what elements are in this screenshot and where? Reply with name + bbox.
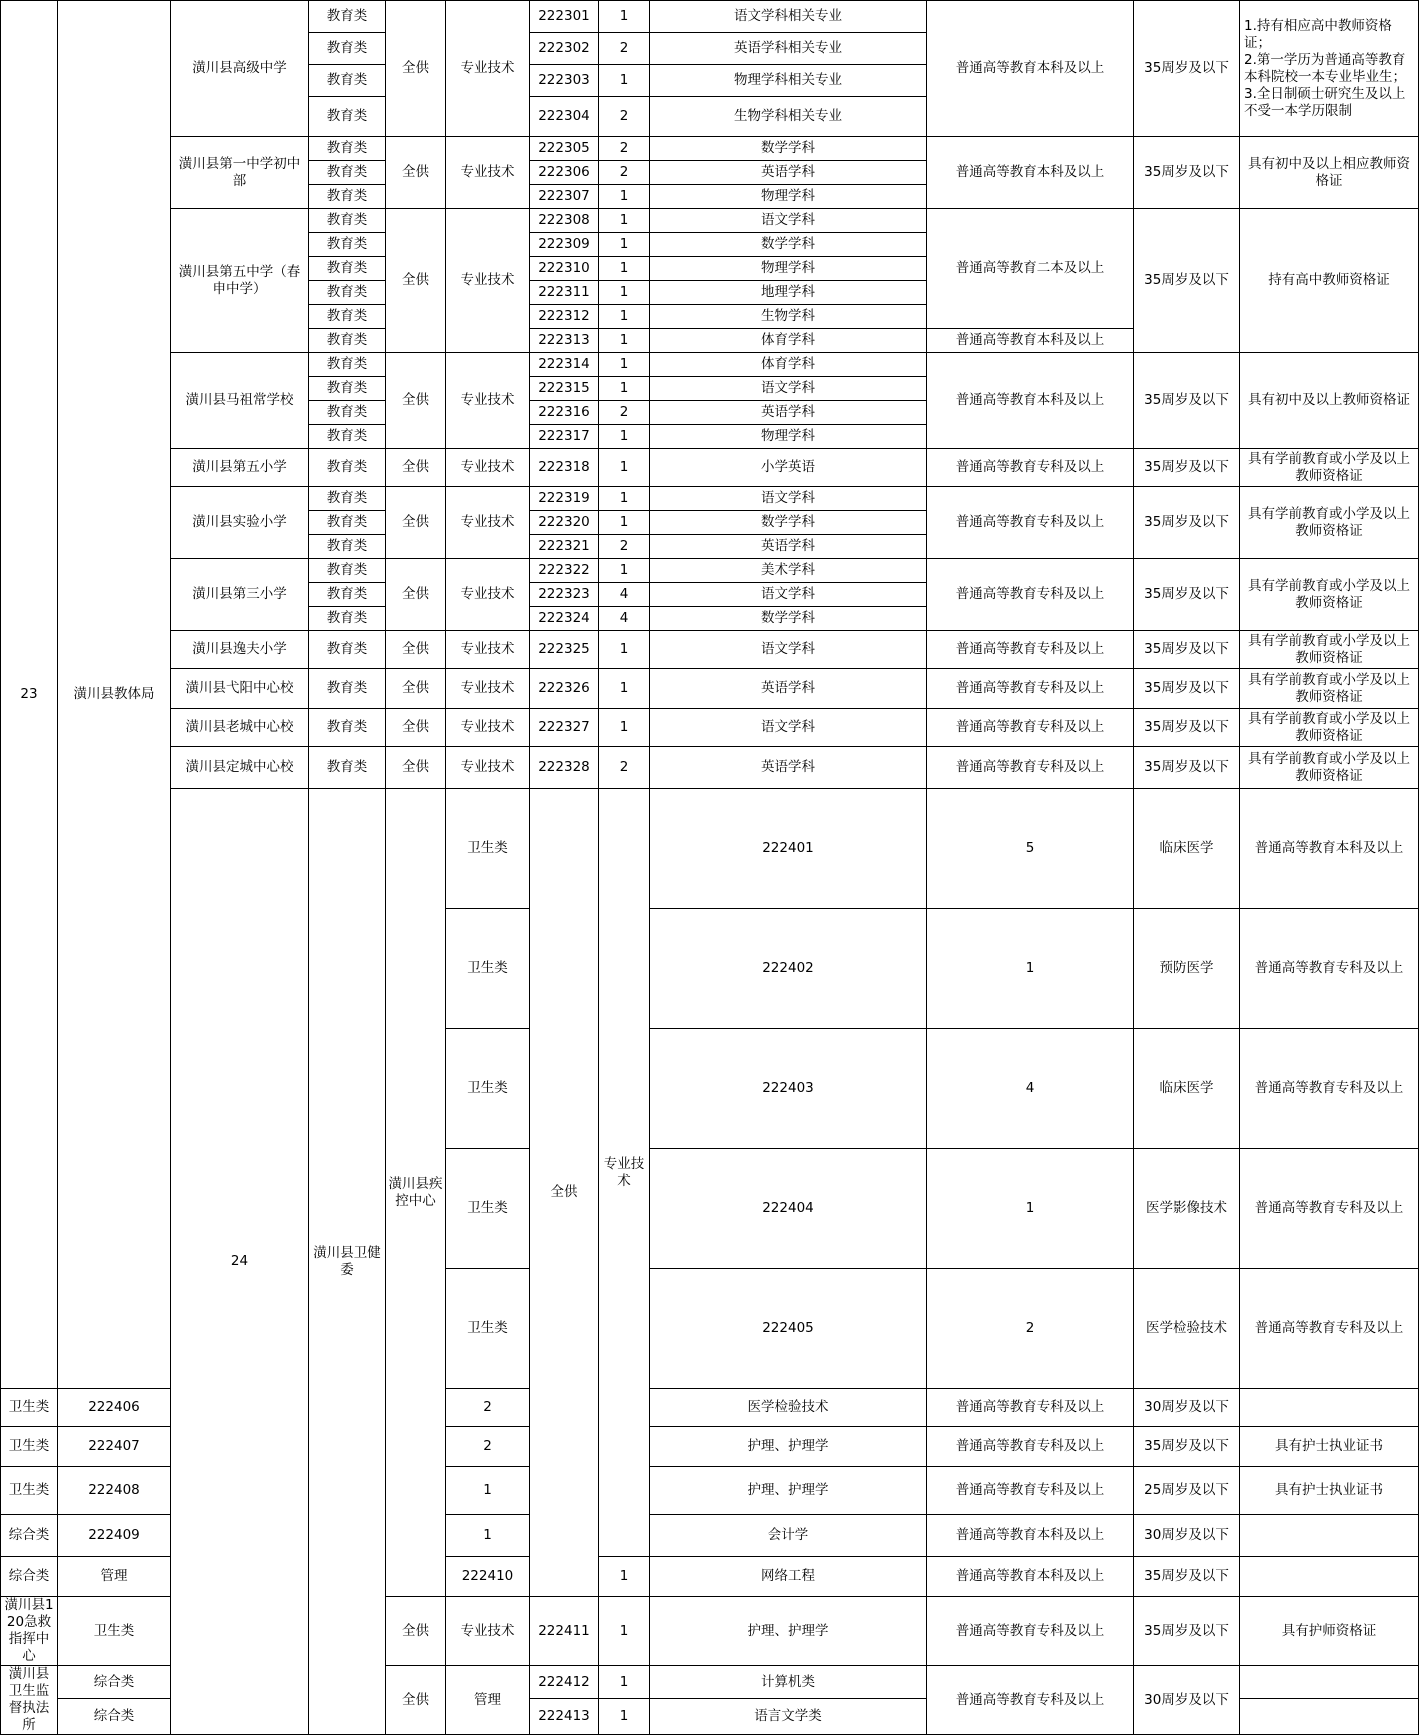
age-requirement: 35周岁及以下 — [1134, 631, 1240, 669]
job-type: 教育类 — [309, 257, 386, 281]
job-code: 222404 — [650, 1149, 927, 1269]
age-requirement: 35周岁及以下 — [1134, 1597, 1240, 1666]
education-requirement: 普通高等教育专科及以上 — [927, 1666, 1134, 1735]
major: 生物学科 — [650, 305, 927, 329]
job-code: 222301 — [530, 1, 599, 33]
job-type: 教育类 — [309, 97, 386, 137]
job-count: 4 — [599, 583, 650, 607]
other-requirement: 1.持有相应高中教师资格证； 2.第一学历为普通高等教育本科院校一本专业毕业生；3.全日制硕士研究生及以上不受一本学历限制 — [1240, 1, 1419, 137]
major: 临床医学 — [1134, 789, 1240, 909]
job-type: 卫生类 — [446, 909, 530, 1029]
other-requirement: 具有学前教育或小学及以上教师资格证 — [1240, 747, 1419, 789]
job-code: 222306 — [530, 161, 599, 185]
unit-name: 潢川县逸夫小学 — [171, 631, 309, 669]
other-requirement: 具有护师资格证 — [1240, 1597, 1419, 1666]
unit-name: 潢川县弋阳中心校 — [171, 669, 309, 709]
funding-type: 全供 — [386, 631, 446, 669]
age-requirement: 30周岁及以下 — [1134, 1666, 1240, 1735]
job-category: 管理 — [446, 1666, 530, 1735]
job-count: 4 — [927, 1029, 1134, 1149]
job-code: 222303 — [530, 65, 599, 97]
major: 临床医学 — [1134, 1029, 1240, 1149]
age-requirement: 35周岁及以下 — [1134, 1557, 1240, 1597]
unit-name: 潢川县第五小学 — [171, 449, 309, 487]
job-type: 教育类 — [309, 631, 386, 669]
major: 语文学科 — [650, 487, 927, 511]
job-code: 222408 — [58, 1467, 171, 1515]
job-type: 教育类 — [309, 511, 386, 535]
education-requirement: 普通高等教育专科及以上 — [927, 559, 1134, 631]
major: 生物学科相关专业 — [650, 97, 927, 137]
job-code: 222309 — [530, 233, 599, 257]
job-count: 2 — [927, 1269, 1134, 1389]
job-category: 专业技术 — [446, 1, 530, 137]
job-code: 222318 — [530, 449, 599, 487]
job-count: 2 — [599, 161, 650, 185]
job-code: 222323 — [530, 583, 599, 607]
job-category: 专业技术 — [599, 789, 650, 1557]
other-requirement: 具有学前教育或小学及以上教师资格证 — [1240, 669, 1419, 709]
job-type: 卫生类 — [58, 1597, 171, 1666]
unit-name: 潢川县120急救指挥中心 — [1, 1597, 58, 1666]
job-code: 222325 — [530, 631, 599, 669]
major: 英语学科 — [650, 401, 927, 425]
job-count: 1 — [927, 1149, 1134, 1269]
job-type: 教育类 — [309, 305, 386, 329]
education-requirement: 普通高等教育本科及以上 — [927, 1557, 1134, 1597]
job-type: 综合类 — [58, 1666, 171, 1699]
other-requirement: 具有学前教育或小学及以上教师资格证 — [1240, 449, 1419, 487]
job-count: 1 — [599, 1666, 650, 1699]
job-code: 222302 — [530, 33, 599, 65]
job-code: 222304 — [530, 97, 599, 137]
major: 物理学科 — [650, 185, 927, 209]
job-count: 1 — [599, 631, 650, 669]
major: 预防医学 — [1134, 909, 1240, 1029]
job-code: 222405 — [650, 1269, 927, 1389]
job-code: 222403 — [650, 1029, 927, 1149]
job-code: 222324 — [530, 607, 599, 631]
major: 数学学科 — [650, 137, 927, 161]
education-requirement: 普通高等教育专科及以上 — [1240, 909, 1419, 1029]
major: 体育学科 — [650, 353, 927, 377]
job-code: 222411 — [530, 1597, 599, 1666]
major: 英语学科 — [650, 669, 927, 709]
job-count: 1 — [599, 1597, 650, 1666]
job-count: 2 — [599, 137, 650, 161]
major: 语文学科 — [650, 583, 927, 607]
education-requirement: 普通高等教育专科及以上 — [1240, 1269, 1419, 1389]
education-requirement: 普通高等教育专科及以上 — [927, 747, 1134, 789]
job-code: 222307 — [530, 185, 599, 209]
unit-name: 潢川县第三小学 — [171, 559, 309, 631]
education-requirement: 普通高等教育专科及以上 — [1240, 1029, 1419, 1149]
education-requirement: 普通高等教育本科及以上 — [927, 137, 1134, 209]
job-type: 教育类 — [309, 401, 386, 425]
job-count: 5 — [927, 789, 1134, 909]
other-requirement: 具有学前教育或小学及以上教师资格证 — [1240, 487, 1419, 559]
other-requirement — [1240, 1699, 1419, 1735]
job-count: 1 — [599, 487, 650, 511]
job-category: 专业技术 — [446, 353, 530, 449]
job-type: 卫生类 — [1, 1389, 58, 1427]
other-requirement — [1240, 1515, 1419, 1557]
major: 英语学科 — [650, 535, 927, 559]
other-requirement — [1240, 1666, 1419, 1699]
age-requirement: 35周岁及以下 — [1134, 1427, 1240, 1467]
job-type: 教育类 — [309, 747, 386, 789]
age-requirement: 30周岁及以下 — [1134, 1389, 1240, 1427]
job-code: 222409 — [58, 1515, 171, 1557]
job-count: 2 — [446, 1389, 530, 1427]
major: 英语学科相关专业 — [650, 33, 927, 65]
job-count: 1 — [599, 1699, 650, 1735]
job-type: 教育类 — [309, 487, 386, 511]
other-requirement: 具有护士执业证书 — [1240, 1427, 1419, 1467]
job-count: 1 — [599, 281, 650, 305]
major: 物理学科 — [650, 257, 927, 281]
job-type: 综合类 — [1, 1557, 58, 1597]
education-requirement: 普通高等教育专科及以上 — [927, 1427, 1134, 1467]
job-type: 教育类 — [309, 449, 386, 487]
job-count: 1 — [599, 1557, 650, 1597]
age-requirement: 35周岁及以下 — [1134, 669, 1240, 709]
job-type: 教育类 — [309, 161, 386, 185]
major: 语言文学类 — [650, 1699, 927, 1735]
job-type: 卫生类 — [446, 1269, 530, 1389]
job-type: 教育类 — [309, 281, 386, 305]
age-requirement: 35周岁及以下 — [1134, 487, 1240, 559]
job-code: 222310 — [530, 257, 599, 281]
job-count: 1 — [599, 65, 650, 97]
major: 数学学科 — [650, 233, 927, 257]
other-requirement: 具有学前教育或小学及以上教师资格证 — [1240, 559, 1419, 631]
job-code: 222412 — [530, 1666, 599, 1699]
age-requirement: 35周岁及以下 — [1134, 709, 1240, 747]
age-requirement: 35周岁及以下 — [1134, 353, 1240, 449]
job-count: 1 — [599, 377, 650, 401]
job-code: 222320 — [530, 511, 599, 535]
job-count: 1 — [927, 909, 1134, 1029]
job-code: 222305 — [530, 137, 599, 161]
job-count: 1 — [599, 209, 650, 233]
other-requirement: 具有学前教育或小学及以上教师资格证 — [1240, 709, 1419, 747]
job-count: 1 — [599, 425, 650, 449]
major: 数学学科 — [650, 511, 927, 535]
job-category: 管理 — [58, 1557, 171, 1597]
job-count: 1 — [599, 511, 650, 535]
job-code: 222314 — [530, 353, 599, 377]
job-code: 222317 — [530, 425, 599, 449]
job-type: 教育类 — [309, 607, 386, 631]
education-requirement: 普通高等教育本科及以上 — [927, 1, 1134, 137]
job-type: 卫生类 — [446, 1029, 530, 1149]
job-code: 222407 — [58, 1427, 171, 1467]
major: 护理、护理学 — [650, 1467, 927, 1515]
major: 语文学科 — [650, 377, 927, 401]
other-requirement: 持有高中教师资格证 — [1240, 209, 1419, 353]
unit-name: 潢川县第一中学初中部 — [171, 137, 309, 209]
education-requirement: 普通高等教育专科及以上 — [927, 709, 1134, 747]
major: 语文学科 — [650, 209, 927, 233]
job-type: 教育类 — [309, 425, 386, 449]
job-type: 教育类 — [309, 329, 386, 353]
job-code: 222406 — [58, 1389, 171, 1427]
job-type: 教育类 — [309, 33, 386, 65]
job-type: 教育类 — [309, 709, 386, 747]
education-requirement: 普通高等教育专科及以上 — [927, 669, 1134, 709]
funding-type: 全供 — [386, 209, 446, 353]
education-requirement: 普通高等教育专科及以上 — [927, 1389, 1134, 1427]
age-requirement: 35周岁及以下 — [1134, 747, 1240, 789]
major: 美术学科 — [650, 559, 927, 583]
job-type: 教育类 — [309, 583, 386, 607]
job-count: 2 — [599, 401, 650, 425]
job-count: 1 — [599, 185, 650, 209]
education-requirement: 普通高等教育本科及以上 — [927, 329, 1134, 353]
education-requirement: 普通高等教育专科及以上 — [927, 631, 1134, 669]
job-count: 1 — [599, 305, 650, 329]
job-count: 1 — [599, 1, 650, 33]
job-type: 教育类 — [309, 353, 386, 377]
unit-name: 潢川县卫生监督执法所 — [1, 1666, 58, 1735]
job-code: 222319 — [530, 487, 599, 511]
job-count: 1 — [599, 353, 650, 377]
job-type: 教育类 — [309, 65, 386, 97]
job-type: 教育类 — [309, 377, 386, 401]
job-category: 专业技术 — [446, 137, 530, 209]
job-code: 222322 — [530, 559, 599, 583]
education-requirement: 普通高等教育本科及以上 — [927, 353, 1134, 449]
job-type: 教育类 — [309, 209, 386, 233]
major: 网络工程 — [650, 1557, 927, 1597]
job-code: 222401 — [650, 789, 927, 909]
job-count: 2 — [599, 97, 650, 137]
major: 护理、护理学 — [650, 1427, 927, 1467]
funding-type: 全供 — [386, 1597, 446, 1666]
major: 地理学科 — [650, 281, 927, 305]
job-category: 专业技术 — [446, 709, 530, 747]
job-count: 2 — [599, 33, 650, 65]
other-requirement: 具有护士执业证书 — [1240, 1467, 1419, 1515]
major: 数学学科 — [650, 607, 927, 631]
other-requirement: 具有学前教育或小学及以上教师资格证 — [1240, 631, 1419, 669]
major: 物理学科 — [650, 425, 927, 449]
job-count: 1 — [599, 669, 650, 709]
unit-name: 潢川县实验小学 — [171, 487, 309, 559]
funding-type: 全供 — [386, 559, 446, 631]
education-requirement: 普通高等教育本科及以上 — [1240, 789, 1419, 909]
education-requirement: 普通高等教育本科及以上 — [927, 1515, 1134, 1557]
job-category: 专业技术 — [446, 747, 530, 789]
job-count: 2 — [599, 747, 650, 789]
job-code: 222413 — [530, 1699, 599, 1735]
age-requirement: 35周岁及以下 — [1134, 1, 1240, 137]
age-requirement: 25周岁及以下 — [1134, 1467, 1240, 1515]
job-category: 专业技术 — [446, 209, 530, 353]
education-requirement: 普通高等教育专科及以上 — [927, 1467, 1134, 1515]
funding-type: 全供 — [386, 669, 446, 709]
job-type: 教育类 — [309, 137, 386, 161]
age-requirement: 35周岁及以下 — [1134, 209, 1240, 353]
funding-type: 全供 — [386, 137, 446, 209]
job-count: 1 — [599, 233, 650, 257]
job-code: 222308 — [530, 209, 599, 233]
job-code: 222316 — [530, 401, 599, 425]
education-requirement: 普通高等教育专科及以上 — [927, 487, 1134, 559]
major: 体育学科 — [650, 329, 927, 353]
job-code: 222321 — [530, 535, 599, 559]
major: 医学影像技术 — [1134, 1149, 1240, 1269]
job-code: 222312 — [530, 305, 599, 329]
funding-type: 全供 — [386, 1666, 446, 1735]
job-type: 综合类 — [58, 1699, 171, 1735]
education-requirement: 普通高等教育专科及以上 — [927, 1597, 1134, 1666]
major: 会计学 — [650, 1515, 927, 1557]
job-type: 卫生类 — [446, 1149, 530, 1269]
job-type: 教育类 — [309, 1, 386, 33]
job-type: 综合类 — [1, 1515, 58, 1557]
age-requirement: 35周岁及以下 — [1134, 559, 1240, 631]
unit-name: 潢川县第五中学（春申中学） — [171, 209, 309, 353]
unit-name: 潢川县老城中心校 — [171, 709, 309, 747]
job-count: 1 — [599, 559, 650, 583]
job-type: 教育类 — [309, 535, 386, 559]
major: 医学检验技术 — [1134, 1269, 1240, 1389]
other-requirement: 具有初中及以上相应教师资格证 — [1240, 137, 1419, 209]
major: 物理学科相关专业 — [650, 65, 927, 97]
job-count: 2 — [446, 1427, 530, 1467]
job-count: 2 — [599, 535, 650, 559]
job-category: 专业技术 — [446, 631, 530, 669]
job-category: 专业技术 — [446, 669, 530, 709]
education-requirement: 普通高等教育二本及以上 — [927, 209, 1134, 329]
group-number: 23 — [1, 1, 58, 1389]
group-number: 24 — [171, 789, 309, 1735]
age-requirement: 30周岁及以下 — [1134, 1515, 1240, 1557]
major: 小学英语 — [650, 449, 927, 487]
job-count: 1 — [599, 329, 650, 353]
unit-name: 潢川县高级中学 — [171, 1, 309, 137]
job-type: 教育类 — [309, 669, 386, 709]
job-count: 1 — [446, 1515, 530, 1557]
age-requirement: 35周岁及以下 — [1134, 137, 1240, 209]
job-code: 222402 — [650, 909, 927, 1029]
job-count: 1 — [599, 709, 650, 747]
age-requirement: 35周岁及以下 — [1134, 449, 1240, 487]
job-type: 卫生类 — [446, 789, 530, 909]
job-category: 专业技术 — [446, 559, 530, 631]
funding-type: 全供 — [386, 747, 446, 789]
funding-type: 全供 — [386, 709, 446, 747]
major: 语文学科 — [650, 631, 927, 669]
education-requirement: 普通高等教育专科及以上 — [1240, 1149, 1419, 1269]
funding-type: 全供 — [386, 487, 446, 559]
job-category: 专业技术 — [446, 449, 530, 487]
funding-type: 全供 — [530, 789, 599, 1597]
job-count: 1 — [446, 1467, 530, 1515]
major: 语文学科 — [650, 709, 927, 747]
major: 英语学科 — [650, 161, 927, 185]
job-code: 222328 — [530, 747, 599, 789]
other-requirement — [1240, 1389, 1419, 1427]
major: 计算机类 — [650, 1666, 927, 1699]
job-code: 222315 — [530, 377, 599, 401]
job-type: 卫生类 — [1, 1467, 58, 1515]
job-category: 专业技术 — [446, 1597, 530, 1666]
major: 护理、护理学 — [650, 1597, 927, 1666]
job-code: 222311 — [530, 281, 599, 305]
job-count: 4 — [599, 607, 650, 631]
unit-name: 潢川县疾控中心 — [386, 789, 446, 1597]
job-type: 卫生类 — [1, 1427, 58, 1467]
unit-name: 潢川县定城中心校 — [171, 747, 309, 789]
funding-type: 全供 — [386, 1, 446, 137]
job-category: 专业技术 — [446, 487, 530, 559]
funding-type: 全供 — [386, 449, 446, 487]
education-requirement: 普通高等教育专科及以上 — [927, 449, 1134, 487]
other-requirement: 具有初中及以上教师资格证 — [1240, 353, 1419, 449]
job-code: 222313 — [530, 329, 599, 353]
unit-name: 潢川县马祖常学校 — [171, 353, 309, 449]
major: 语文学科相关专业 — [650, 1, 927, 33]
funding-type: 全供 — [386, 353, 446, 449]
job-type: 教育类 — [309, 233, 386, 257]
major: 英语学科 — [650, 747, 927, 789]
department-name: 潢川县卫健委 — [309, 789, 386, 1735]
job-code: 222327 — [530, 709, 599, 747]
job-count: 1 — [599, 449, 650, 487]
other-requirement — [1240, 1557, 1419, 1597]
job-code: 222410 — [446, 1557, 530, 1597]
job-type: 教育类 — [309, 559, 386, 583]
job-code: 222326 — [530, 669, 599, 709]
job-count: 1 — [599, 257, 650, 281]
department-name: 潢川县教体局 — [58, 1, 171, 1389]
job-type: 教育类 — [309, 185, 386, 209]
major: 医学检验技术 — [650, 1389, 927, 1427]
